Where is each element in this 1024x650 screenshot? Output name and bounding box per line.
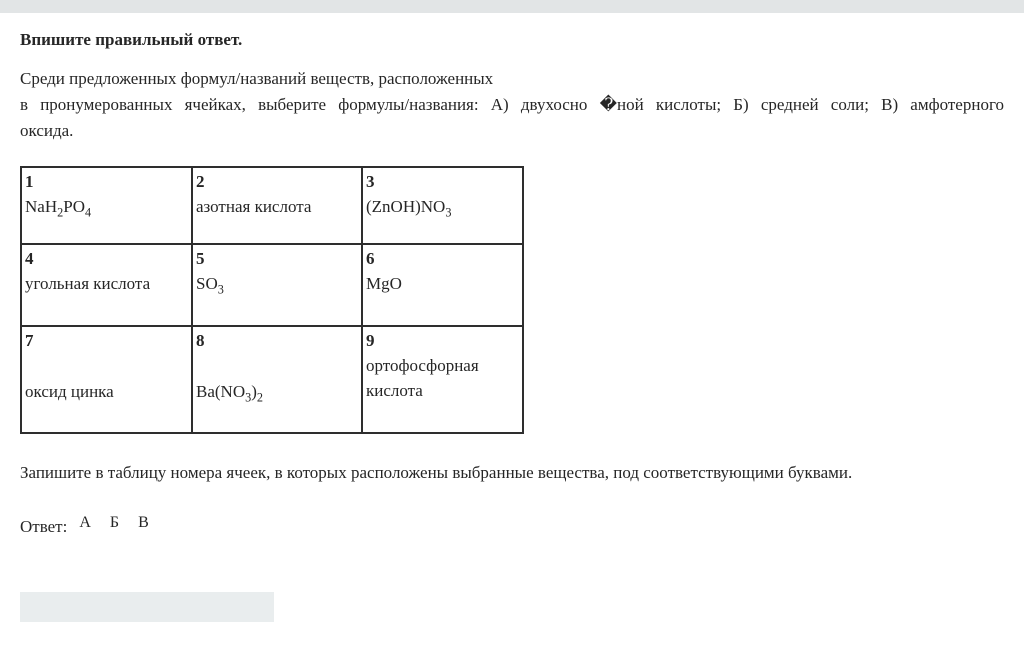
answer-column-headers bbox=[79, 515, 148, 531]
cell-content: азотная кислота bbox=[196, 197, 312, 216]
task-description-line-3: оксида. bbox=[20, 121, 74, 140]
substances-table bbox=[20, 166, 524, 434]
answer-column-letter-a: А bbox=[79, 514, 91, 531]
table-row bbox=[21, 244, 523, 326]
table-cell-3 bbox=[362, 167, 523, 244]
page-title: Впишите правильный ответ. bbox=[20, 30, 243, 49]
cell-content: $Ba(NO_3)_2$ bbox=[196, 382, 264, 405]
table-cell-4 bbox=[21, 244, 192, 326]
cell-content: MgO bbox=[366, 274, 402, 293]
cell-content: угольная кислота bbox=[25, 274, 151, 293]
cell-number: 4 bbox=[25, 249, 34, 268]
task-description-line-1: Среди предложенных формул/названий веществ, расположенных bbox=[20, 69, 494, 88]
cell-content: ортофосфорная кислота bbox=[366, 356, 479, 400]
answer-column-letter-b: Б bbox=[109, 514, 120, 531]
table-cell-7 bbox=[21, 326, 192, 433]
cell-number: 5 bbox=[196, 249, 205, 268]
task-description-line-2: в пронумерованных ячейках, выберите формулы/названия: А) двухосно �ной кислоты; Б) средней соли; В) амфотерного bbox=[20, 95, 1004, 114]
table-row bbox=[21, 326, 523, 433]
cell-number: 3 bbox=[366, 172, 375, 191]
cell-number: 6 bbox=[366, 249, 375, 268]
cell-number: 7 bbox=[25, 331, 34, 350]
table-cell-6 bbox=[362, 244, 523, 326]
answer-label: Ответ: bbox=[20, 517, 68, 536]
top-bar bbox=[0, 0, 1024, 13]
quiz-page bbox=[0, 29, 1024, 622]
table-cell-2 bbox=[192, 167, 362, 244]
cell-content: $SO_3$ bbox=[196, 274, 224, 297]
table-cell-5 bbox=[192, 244, 362, 326]
cell-number: 1 bbox=[25, 172, 34, 191]
cell-content: оксид цинка bbox=[25, 382, 114, 401]
task-description bbox=[20, 66, 1004, 144]
instruction-text: Запишите в таблицу номера ячеек, в которых расположены выбранные вещества, под соответствующими буквами. bbox=[20, 463, 853, 482]
answer-row bbox=[20, 514, 1004, 540]
cell-content: $(ZnOH)NO_3$ bbox=[366, 197, 452, 220]
table-cell-9 bbox=[362, 326, 523, 433]
cell-number: 8 bbox=[196, 331, 205, 350]
answer-column-letter-v: В bbox=[138, 514, 149, 531]
cell-number: 2 bbox=[196, 172, 205, 191]
cell-content: $NaH_2PO_4$ bbox=[25, 197, 92, 220]
cell-number: 9 bbox=[366, 331, 375, 350]
table-cell-8 bbox=[192, 326, 362, 433]
table-row bbox=[21, 167, 523, 244]
answer-input[interactable] bbox=[20, 592, 274, 622]
table-cell-1 bbox=[21, 167, 192, 244]
